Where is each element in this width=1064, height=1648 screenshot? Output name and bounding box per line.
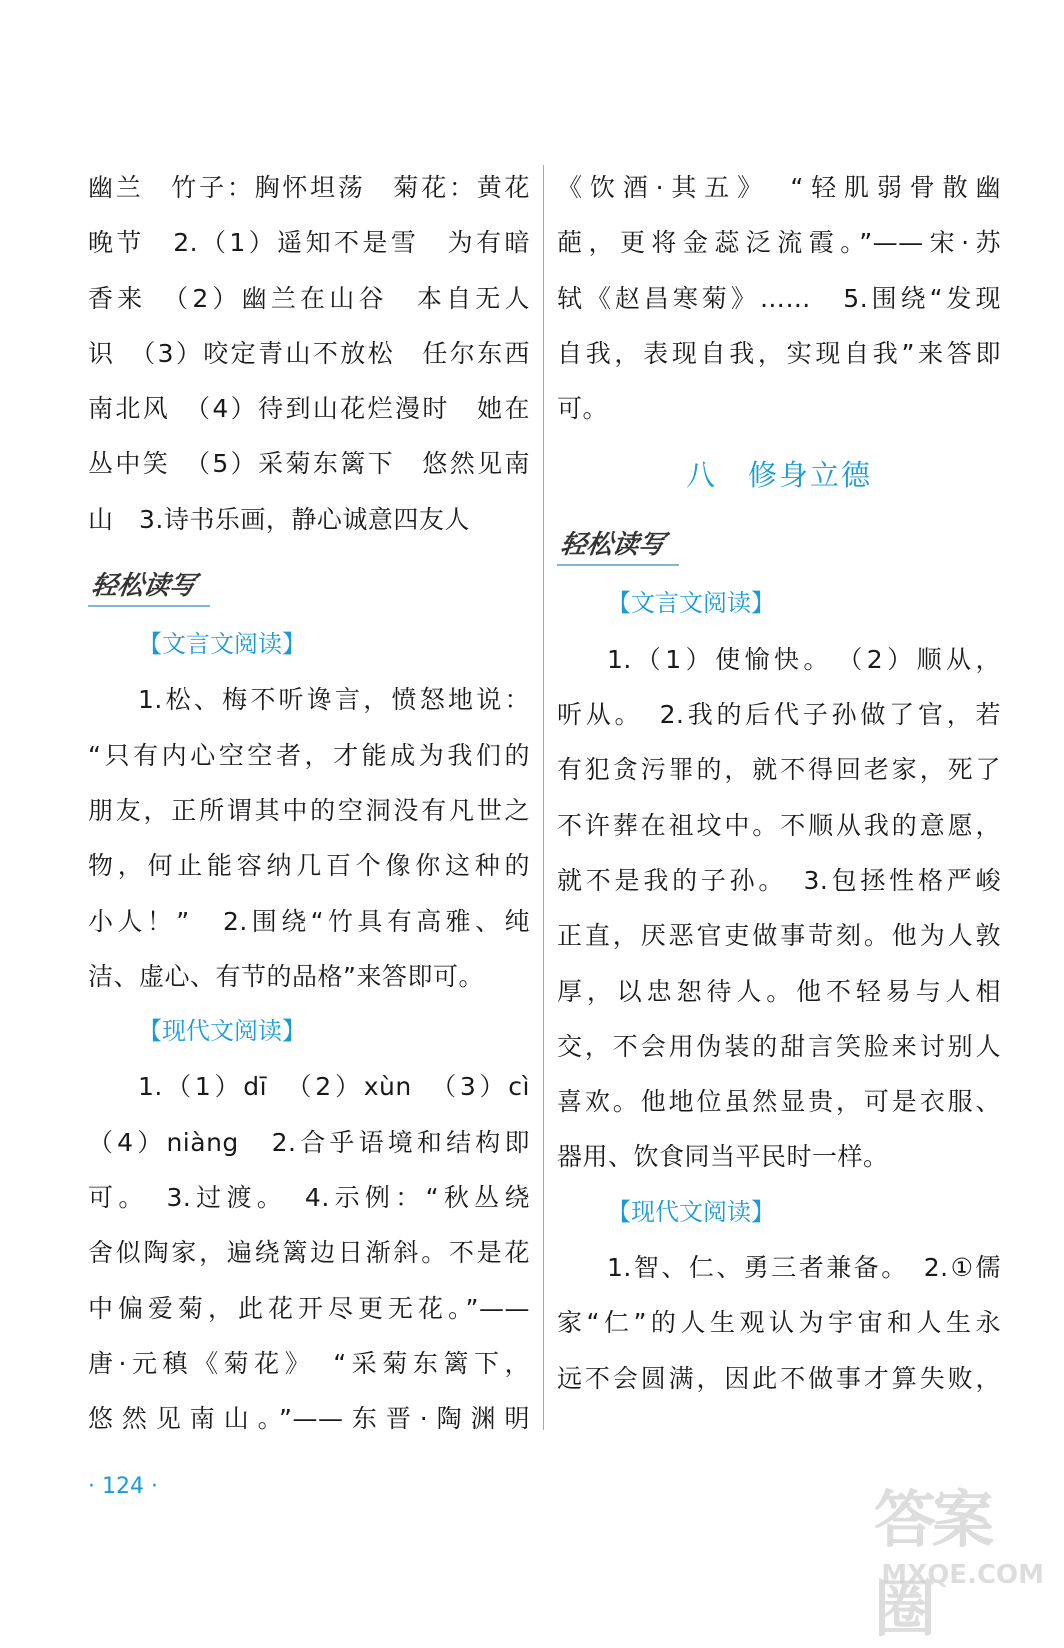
subhead-easy-reading	[88, 555, 530, 617]
subhead-underline	[88, 605, 210, 607]
text-line: 唐·元稹《菊花》 “采菊东篱下，	[88, 1348, 530, 1378]
text-line: 悠然见南山。”——东晋·陶渊明	[88, 1404, 530, 1434]
watermark-site: MXQE.COM	[881, 1560, 1044, 1590]
text-line: 南北风 （4）待到山花烂漫时 她在	[88, 394, 530, 424]
text-line: 舍似陶家，遍绕篱边日渐斜。不是花	[88, 1238, 530, 1268]
text-line: 晚节 2.（1）遥知不是雪 为有暗	[88, 228, 530, 258]
text-line: 《饮酒·其五》 “轻肌弱骨散幽	[557, 173, 1001, 202]
text-line: 葩，更将金蕊泛流霞。”——宋·苏	[557, 228, 1001, 258]
right-intro	[557, 160, 1001, 436]
text-line: 自我，表现自我，实现自我”来答即	[557, 338, 1001, 368]
modern-reading-tag: 【现代文阅读】	[138, 1017, 306, 1046]
column-divider	[543, 165, 544, 1430]
subhead-label: 轻松读写	[89, 571, 198, 602]
subhead-easy-reading	[557, 514, 1001, 576]
page-number: · 124 ·	[88, 1474, 158, 1499]
text-line: 家“仁”的人生观认为宇宙和人生永	[557, 1308, 1001, 1338]
watermark-logo	[874, 1470, 1044, 1645]
text-line: 小人！” 2.围绕“竹具有高雅、纯	[88, 906, 530, 936]
text-line: 不许葬在祖坟中。不顺从我的意愿，	[557, 810, 1001, 840]
text-line: 正直，厌恶官吏做事苛刻。他为人敦	[557, 921, 1001, 951]
text-line: 1.智、仁、勇三者兼备。 2.①儒	[607, 1253, 1001, 1283]
text-line: 洁、虚心、有节的品格”来答即可。	[88, 961, 484, 991]
text-line: 远不会圆满，因此不做事才算失败，	[557, 1363, 1001, 1393]
classical-reading-tag: 【文言文阅读】	[607, 589, 775, 618]
classical-reading-tag: 【文言文阅读】	[138, 630, 306, 659]
text-line: （4）niàng 2.合乎语境和结构即	[88, 1127, 530, 1157]
text-line: 交，不会用伪装的甜言笑脸来讨别人	[557, 1031, 1001, 1061]
text-line: 就不是我的子孙。 3.包拯性格严峻	[557, 865, 1001, 895]
modern-answers	[557, 1240, 1001, 1406]
classical-answers	[88, 672, 530, 1004]
text-line: 丛中笑 （5）采菊东篱下 悠然见南	[88, 449, 530, 479]
text-line: 可。	[557, 394, 609, 424]
subhead-underline	[557, 564, 679, 566]
subhead-label: 轻松读写	[558, 530, 667, 561]
text-line: 朋友，正所谓其中的空洞没有凡世之	[88, 795, 530, 825]
text-line: 厚，以忠恕待人。他不轻易与人相	[557, 976, 1001, 1006]
section-title: 八 修身立德	[685, 458, 872, 493]
text-line: 中偏爱菊，此花开尽更无花。”——	[88, 1293, 530, 1323]
text-line: 1.（1）dī （2）xùn （3）cì	[138, 1072, 530, 1102]
text-line: “只有内心空空者，才能成为我们的	[88, 740, 530, 770]
text-line: 听从。 2.我的后代子孙做了官，若	[557, 700, 1001, 730]
text-line: 物，何止能容纳几百个像你这种的	[88, 851, 530, 881]
modern-answers	[88, 1059, 530, 1446]
text-line: 器用、饮食同当平民时一样。	[557, 1142, 889, 1172]
modern-reading-tag: 【现代文阅读】	[607, 1197, 775, 1226]
left-column	[88, 160, 530, 1447]
watermark-brand: 答案圈	[874, 1483, 991, 1645]
text-line: 可。 3.过渡。 4.示例：“秋丛绕	[88, 1183, 530, 1213]
classical-answers	[557, 632, 1001, 1185]
text-line: 山 3.诗书乐画，静心诚意四友人	[88, 504, 470, 534]
text-line: 有犯贪污罪的，就不得回老家，死了	[557, 755, 1001, 785]
left-intro	[88, 160, 530, 547]
text-line: 轼《赵昌寒菊》…… 5.围绕“发现	[557, 283, 1001, 313]
text-line: 幽兰 竹子：胸怀坦荡 菊花：黄花	[88, 173, 530, 202]
text-line: 识 （3）咬定青山不放松 任尔东西	[88, 338, 530, 368]
text-line: 1.松、梅不听谗言，愤怒地说：	[138, 685, 530, 715]
text-line: 1.（1）使愉快。 （2）顺从，	[607, 644, 1001, 674]
right-column	[557, 160, 1001, 1406]
text-line: 香来 （2）幽兰在山谷 本自无人	[88, 283, 530, 313]
text-line: 喜欢。他地位虽然显贵，可是衣服、	[557, 1087, 1001, 1117]
